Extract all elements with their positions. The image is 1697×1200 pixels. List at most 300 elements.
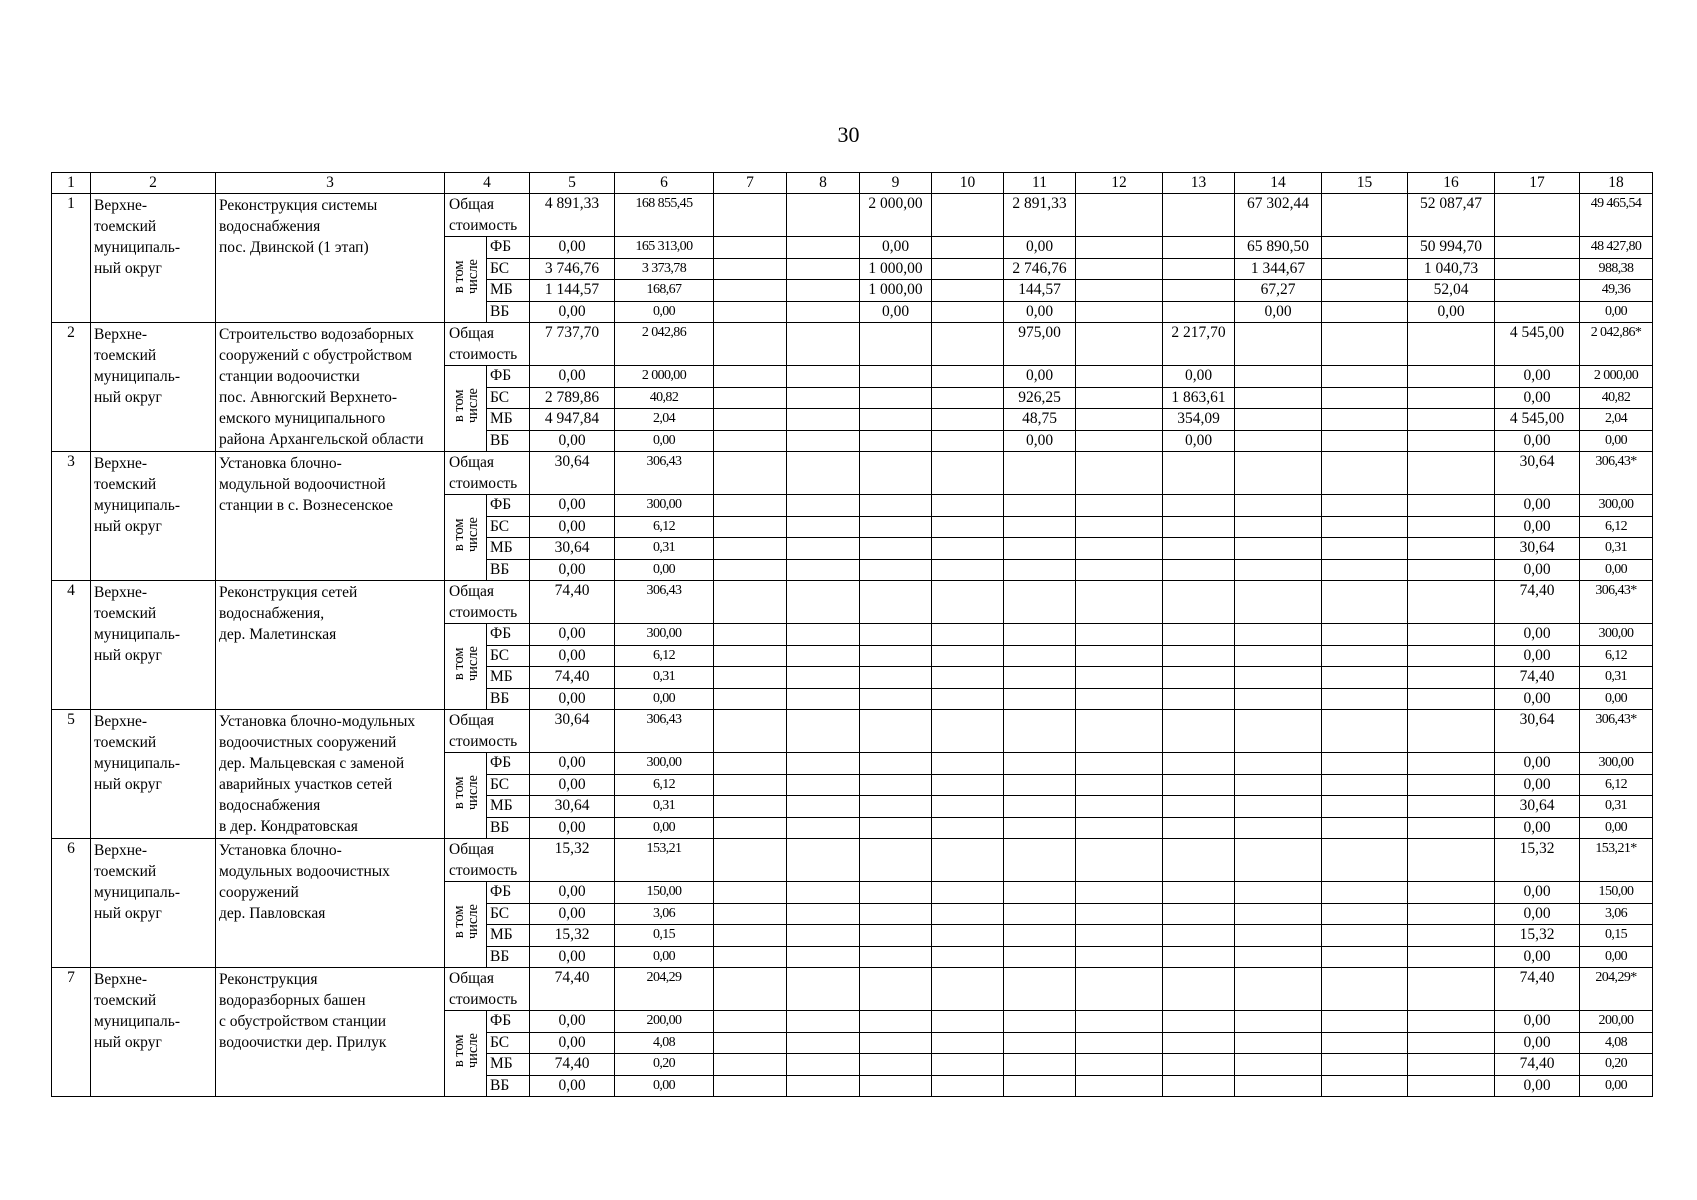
total-cost-value [787,968,860,1011]
funding-source-value [1004,1011,1076,1033]
funding-source-value: 0,00 [1495,516,1580,538]
funding-source-value: 2 000,00 [1580,366,1653,388]
funding-source-value: 0,00 [1495,753,1580,775]
funding-source-value [1408,538,1495,560]
funding-source-value [860,882,932,904]
funding-source-value [1076,559,1163,581]
funding-source-value: 0,00 [530,516,615,538]
funding-source-value [1163,1075,1235,1097]
funding-source-value [787,301,860,323]
funding-source-label: ВБ [487,559,530,581]
funding-source-value [1076,409,1163,431]
funding-source-value [1322,538,1408,560]
total-cost-value: 204,29 [615,968,714,1011]
funding-source-value [1163,1011,1235,1033]
total-cost-value [932,710,1004,753]
total-cost-value [1076,323,1163,366]
total-cost-value: 975,00 [1004,323,1076,366]
funding-source-value: 0,15 [1580,925,1653,947]
funding-source-value: 0,00 [530,753,615,775]
funding-source-value: 0,00 [860,301,932,323]
funding-source-value [860,667,932,689]
total-cost-label: Общая стоимость [445,323,530,366]
funding-table [51,172,1653,1097]
funding-source-value [1235,645,1322,667]
total-cost-value [860,452,932,495]
funding-source-value: 4 545,00 [1495,409,1580,431]
funding-source-value [714,280,787,302]
total-cost-value [1076,194,1163,237]
funding-source-value [1235,774,1322,796]
funding-source-value [1076,1054,1163,1076]
funding-source-value [787,237,860,259]
funding-source-value: 15,32 [530,925,615,947]
total-cost-label: Общая стоимость [445,452,530,495]
funding-source-value [1235,538,1322,560]
funding-source-value [1076,538,1163,560]
total-cost-value [1235,839,1322,882]
funding-source-value [1408,430,1495,452]
funding-source-value [714,538,787,560]
funding-source-value [787,1075,860,1097]
funding-source-value: 988,38 [1580,258,1653,280]
funding-source-value [1163,688,1235,710]
funding-source-value: 0,00 [615,688,714,710]
funding-source-value: 0,00 [1495,946,1580,968]
funding-source-value [932,258,1004,280]
row-number: 2 [52,323,91,452]
funding-source-value [1004,559,1076,581]
funding-source-value: 354,09 [1163,409,1235,431]
project-total-row [52,839,1653,882]
funding-source-label: ВБ [487,817,530,839]
funding-source-value: 0,00 [1004,301,1076,323]
funding-source-value: 0,00 [1495,774,1580,796]
district-name: Верхне- тоемский муниципаль- ный округ [91,710,216,839]
funding-source-value [860,430,932,452]
funding-source-value: 0,31 [1580,538,1653,560]
funding-source-value: 0,00 [530,495,615,517]
funding-source-value: 0,00 [1495,559,1580,581]
including-label [445,1011,487,1097]
funding-source-value [1322,882,1408,904]
funding-source-value: 0,00 [1495,882,1580,904]
funding-source-value [860,925,932,947]
funding-source-label: МБ [487,667,530,689]
funding-source-value [932,774,1004,796]
funding-source-value: 0,00 [1495,903,1580,925]
funding-source-value: 0,00 [1495,430,1580,452]
funding-source-value: 300,00 [615,495,714,517]
funding-source-value [1163,946,1235,968]
funding-source-value [1408,753,1495,775]
funding-source-value [787,817,860,839]
funding-source-value: 0,00 [530,903,615,925]
funding-source-value [860,796,932,818]
funding-source-value [1076,495,1163,517]
funding-source-value [1076,301,1163,323]
funding-source-value: 0,00 [530,237,615,259]
funding-source-value [1076,237,1163,259]
funding-source-value: 0,00 [1004,366,1076,388]
total-cost-value: 74,40 [530,581,615,624]
funding-source-value [714,1054,787,1076]
funding-source-value [860,559,932,581]
funding-source-value [787,495,860,517]
funding-source-value [714,409,787,431]
funding-source-value [1076,645,1163,667]
funding-source-value [1495,280,1580,302]
funding-source-value [714,366,787,388]
total-cost-value [787,194,860,237]
funding-source-value [932,516,1004,538]
funding-source-value: 300,00 [1580,624,1653,646]
funding-source-value [714,559,787,581]
funding-source-value [1322,495,1408,517]
funding-source-value [714,946,787,968]
funding-source-value: 74,40 [1495,667,1580,689]
funding-source-value [932,538,1004,560]
funding-source-value: 50 994,70 [1408,237,1495,259]
funding-source-value [860,1075,932,1097]
funding-source-value [1235,817,1322,839]
total-cost-value [1163,194,1235,237]
funding-source-value [932,301,1004,323]
funding-source-value: 0,00 [530,817,615,839]
total-cost-value [932,968,1004,1011]
total-cost-value [714,968,787,1011]
funding-source-value [787,688,860,710]
including-label [445,624,487,710]
column-number-row [52,173,1653,194]
total-cost-value [1076,839,1163,882]
funding-source-value: 65 890,50 [1235,237,1322,259]
funding-source-value [1235,753,1322,775]
funding-source-value [787,645,860,667]
funding-source-value: 0,00 [530,774,615,796]
total-cost-value: 2 042,86 [615,323,714,366]
funding-source-value [1004,1075,1076,1097]
total-cost-value [1235,452,1322,495]
funding-source-value [1004,645,1076,667]
total-cost-value [1004,581,1076,624]
project-name: Реконструкция системы водоснабжения пос. Двинской (1 этап) [216,194,445,323]
funding-source-value: 0,00 [1163,430,1235,452]
column-number: 16 [1408,173,1495,194]
funding-source-value: 49,36 [1580,280,1653,302]
funding-source-value: 0,00 [1495,387,1580,409]
total-cost-value [1322,710,1408,753]
funding-source-label: БС [487,258,530,280]
funding-source-value: 0,20 [1580,1054,1653,1076]
page-number: 30 [837,122,860,147]
funding-source-value [787,946,860,968]
funding-source-value [787,667,860,689]
funding-source-value: 74,40 [530,1054,615,1076]
funding-source-label: ВБ [487,946,530,968]
funding-source-value [787,753,860,775]
funding-source-value [1408,1054,1495,1076]
funding-source-value [1163,774,1235,796]
funding-source-value [1235,559,1322,581]
funding-source-value [932,817,1004,839]
funding-source-value: 3,06 [1580,903,1653,925]
funding-source-value [860,624,932,646]
funding-source-value [714,688,787,710]
funding-source-value [860,387,932,409]
including-label-text: в том числе [450,645,481,681]
funding-source-value [1004,946,1076,968]
funding-source-value: 300,00 [615,753,714,775]
funding-source-value: 3 746,76 [530,258,615,280]
funding-source-value: 0,00 [530,1032,615,1054]
funding-source-value [787,796,860,818]
funding-source-value [1076,1075,1163,1097]
funding-source-value: 3,06 [615,903,714,925]
funding-source-value: 150,00 [1580,882,1653,904]
funding-source-value: 0,00 [1495,688,1580,710]
total-cost-value [1004,968,1076,1011]
funding-source-value [932,624,1004,646]
funding-source-value [714,495,787,517]
funding-source-value: 1 040,73 [1408,258,1495,280]
row-number: 3 [52,452,91,581]
funding-source-value [1076,753,1163,775]
column-number: 14 [1235,173,1322,194]
funding-source-value [1004,882,1076,904]
funding-source-value [787,430,860,452]
funding-source-value: 0,00 [1004,430,1076,452]
funding-source-value: 926,25 [1004,387,1076,409]
funding-source-value: 0,00 [615,430,714,452]
funding-source-value [932,1075,1004,1097]
total-cost-value: 74,40 [1495,581,1580,624]
funding-source-label: ФБ [487,366,530,388]
total-cost-value: 153,21 [615,839,714,882]
total-cost-value [787,581,860,624]
total-cost-value [1004,452,1076,495]
total-cost-value [932,839,1004,882]
total-cost-value [1322,323,1408,366]
funding-source-value [1235,903,1322,925]
funding-source-value [932,688,1004,710]
funding-source-value: 0,00 [615,946,714,968]
funding-source-value [1235,946,1322,968]
funding-source-value [1004,774,1076,796]
funding-source-value [1076,430,1163,452]
total-cost-value [1004,839,1076,882]
funding-source-label: ФБ [487,753,530,775]
funding-source-value [1004,796,1076,818]
total-cost-value: 15,32 [1495,839,1580,882]
funding-source-value [932,387,1004,409]
funding-source-value: 2,04 [1580,409,1653,431]
funding-source-value: 0,00 [530,301,615,323]
funding-source-value [932,903,1004,925]
funding-source-value [860,495,932,517]
column-number: 9 [860,173,932,194]
funding-source-value [860,409,932,431]
total-cost-value [860,581,932,624]
funding-source-value [932,946,1004,968]
funding-source-value: 0,00 [1495,1075,1580,1097]
total-cost-value: 4 891,33 [530,194,615,237]
total-cost-value: 4 545,00 [1495,323,1580,366]
funding-source-value [1322,796,1408,818]
funding-source-value [714,430,787,452]
funding-source-value: 0,00 [530,366,615,388]
funding-source-value [1163,258,1235,280]
funding-source-value [932,559,1004,581]
funding-source-label: ФБ [487,495,530,517]
total-cost-value [1322,452,1408,495]
total-cost-value [932,581,1004,624]
row-number: 5 [52,710,91,839]
funding-source-value [1235,366,1322,388]
funding-source-value: 1 000,00 [860,258,932,280]
including-label-text: в том числе [450,258,481,294]
funding-source-value [714,301,787,323]
funding-source-value: 30,64 [530,538,615,560]
total-cost-value: 2 042,86* [1580,323,1653,366]
funding-source-value [714,903,787,925]
funding-source-value: 0,31 [615,667,714,689]
funding-source-value [1408,796,1495,818]
row-number: 4 [52,581,91,710]
total-cost-value [714,581,787,624]
funding-source-value [1408,366,1495,388]
funding-source-value [1495,258,1580,280]
funding-source-value [1322,946,1408,968]
total-cost-value [1163,968,1235,1011]
funding-source-value [860,1011,932,1033]
funding-source-value [860,946,932,968]
funding-source-value: 300,00 [1580,753,1653,775]
funding-source-value [787,1054,860,1076]
total-cost-value: 306,43 [615,452,714,495]
funding-source-value: 3 373,78 [615,258,714,280]
funding-source-value: 6,12 [1580,516,1653,538]
funding-source-value: 74,40 [1495,1054,1580,1076]
including-label [445,882,487,968]
funding-source-value [1163,796,1235,818]
funding-source-value: 0,00 [1580,946,1653,968]
total-cost-value: 306,43* [1580,452,1653,495]
funding-source-value [714,237,787,259]
funding-source-value: 15,32 [1495,925,1580,947]
funding-source-value [1076,280,1163,302]
row-number: 6 [52,839,91,968]
funding-source-value [932,430,1004,452]
funding-source-value [1408,688,1495,710]
funding-source-value [1004,817,1076,839]
funding-source-value [860,1032,932,1054]
funding-source-value [1235,495,1322,517]
funding-source-value [860,645,932,667]
funding-source-value [1076,387,1163,409]
project-total-row [52,581,1653,624]
funding-source-label: МБ [487,925,530,947]
funding-source-value: 6,12 [615,645,714,667]
funding-source-value: 30,64 [1495,538,1580,560]
funding-source-value [1408,559,1495,581]
funding-source-value [860,774,932,796]
funding-source-label: ФБ [487,1011,530,1033]
funding-source-value [1322,688,1408,710]
funding-source-value [714,1011,787,1033]
column-number: 4 [445,173,530,194]
funding-source-value: 0,00 [1495,817,1580,839]
funding-source-value [860,753,932,775]
total-cost-value [1163,839,1235,882]
funding-source-value [714,624,787,646]
funding-source-value [787,280,860,302]
funding-source-value: 0,00 [615,817,714,839]
funding-source-value [1004,688,1076,710]
project-name: Установка блочно- модульных водоочистных сооружений дер. Павловская [216,839,445,968]
funding-source-value [860,538,932,560]
total-cost-value [1235,581,1322,624]
funding-source-value [1163,753,1235,775]
funding-source-value [714,1075,787,1097]
column-number: 6 [615,173,714,194]
funding-source-value [787,882,860,904]
funding-source-value: 0,31 [615,796,714,818]
total-cost-value [787,323,860,366]
funding-source-value [1322,237,1408,259]
funding-source-label: МБ [487,796,530,818]
funding-source-value [787,366,860,388]
funding-source-value [1322,645,1408,667]
funding-source-value [1322,817,1408,839]
funding-source-value: 0,00 [1235,301,1322,323]
funding-source-value: 1 344,67 [1235,258,1322,280]
total-cost-label: Общая стоимость [445,581,530,624]
funding-source-value: 0,00 [1580,688,1653,710]
funding-source-value [1408,516,1495,538]
funding-source-value: 150,00 [615,882,714,904]
total-cost-value [1163,710,1235,753]
including-label-text: в том числе [450,1032,481,1068]
funding-source-value: 67,27 [1235,280,1322,302]
funding-source-value [1322,1011,1408,1033]
column-number: 12 [1076,173,1163,194]
funding-source-value [1235,1032,1322,1054]
total-cost-value [1076,581,1163,624]
funding-source-value [1163,1054,1235,1076]
funding-source-value [1004,925,1076,947]
funding-source-value [1322,667,1408,689]
district-name: Верхне- тоемский муниципаль- ный округ [91,194,216,323]
funding-source-value [1163,301,1235,323]
funding-source-value [1163,559,1235,581]
funding-source-value [1235,409,1322,431]
funding-source-value [1322,366,1408,388]
funding-source-value [1322,1032,1408,1054]
funding-source-label: БС [487,1032,530,1054]
funding-source-value: 2 746,76 [1004,258,1076,280]
total-cost-value [932,323,1004,366]
funding-source-value [1322,774,1408,796]
funding-source-value [1076,688,1163,710]
total-cost-value [860,839,932,882]
funding-source-value: 144,57 [1004,280,1076,302]
funding-source-value [787,624,860,646]
funding-source-value [1322,516,1408,538]
funding-source-value [1163,817,1235,839]
funding-source-value [932,280,1004,302]
funding-source-value: 0,00 [1495,366,1580,388]
